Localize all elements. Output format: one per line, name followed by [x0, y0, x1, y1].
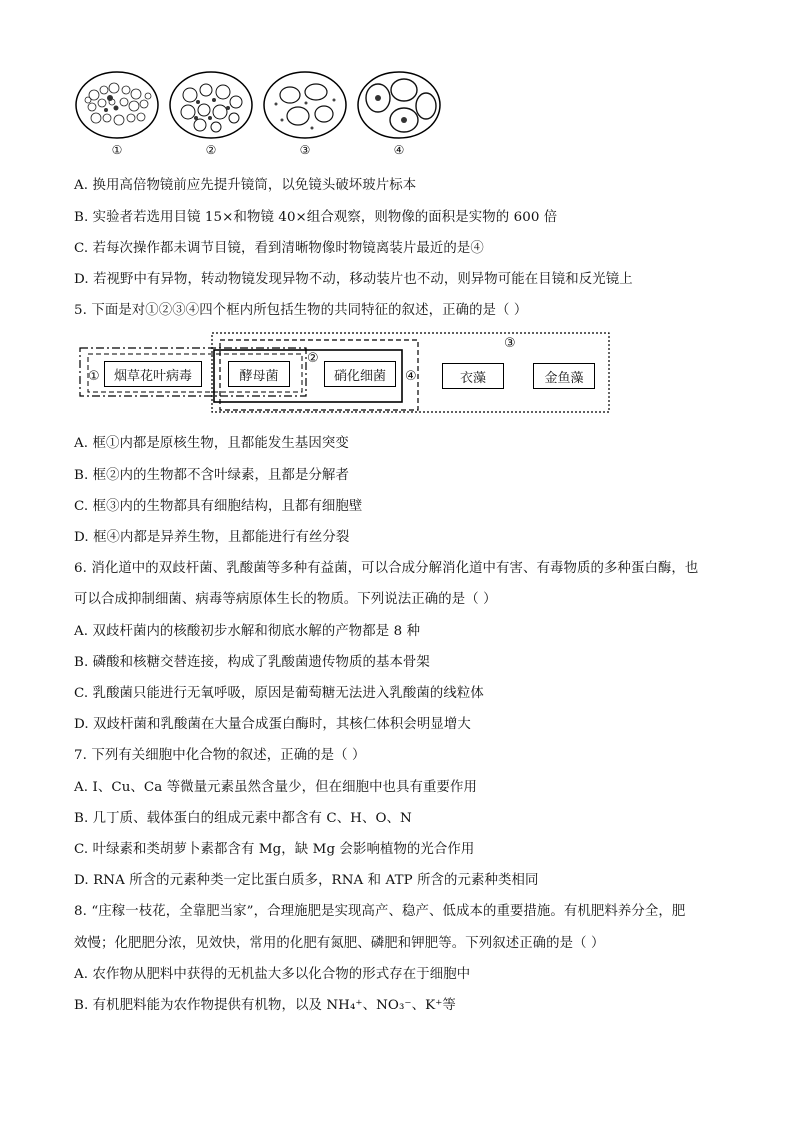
q8-stem-line1: 8. “庄稼一枝花，全靠肥当家”，合理施肥是实现高产、稳产、低成本的重要措施。有机肥料养分全，肥	[74, 904, 686, 919]
organism-nitrifying-bacteria: 硝化细菌	[324, 361, 396, 387]
organism-tobacco-mosaic-virus: 烟草花叶病毒	[104, 361, 202, 387]
q8-option-a: A. 农作物从肥料中获得的无机盐大多以化合物的形式存在于细胞中	[74, 967, 471, 982]
q4-option-d: D. 若视野中有异物，转动物镜发现异物不动，移动装片也不动，则异物可能在目镜和反光镜上	[74, 272, 633, 287]
frame-label-3: ③	[504, 336, 516, 351]
classification-diagram	[78, 330, 612, 415]
q4-option-a: A. 换用高倍物镜前应先提升镜筒，以免镜头破坏玻片标本	[74, 178, 417, 193]
q7-stem: 7. 下列有关细胞中化合物的叙述，正确的是（ ）	[74, 748, 366, 763]
microscope-field-image	[356, 70, 442, 140]
q6-stem-line2: 可以合成抑制细菌、病毒等病原体生长的物质。下列说法正确的是（ ）	[74, 592, 497, 607]
frame-label-2: ②	[307, 351, 319, 366]
q6-option-d: D. 双歧杆菌和乳酸菌在大量合成蛋白酶时，其核仁体积会明显增大	[74, 717, 471, 732]
microscope-label: ④	[393, 143, 405, 157]
q6-stem-line1: 6. 消化道中的双歧杆菌、乳酸菌等多种有益菌，可以合成分解消化道中有害、有毒物质的多种蛋白酶，也	[74, 561, 699, 576]
q5-option-d: D. 框④内都是异养生物，且都能进行有丝分裂	[74, 530, 350, 545]
q5-option-a: A. 框①内都是原核生物，且都能发生基因突变	[74, 436, 349, 451]
microscope-label: ②	[205, 143, 217, 157]
microscope-label: ①	[111, 143, 123, 157]
organism-yeast: 酵母菌	[228, 361, 290, 387]
q5-option-c: C. 框③内的生物都具有细胞结构，且都有细胞壁	[74, 499, 363, 514]
microscope-fields	[74, 70, 440, 162]
q4-option-c: C. 若每次操作都未调节目镜，看到清晰物像时物镜离装片最近的是④	[74, 241, 484, 256]
q7-option-b: B. 几丁质、载体蛋白的组成元素中都含有 C、H、O、N	[74, 811, 412, 826]
microscope-field-image	[262, 70, 348, 140]
microscope-label: ③	[299, 143, 311, 157]
q5-option-b: B. 框②内的生物都不含叶绿素，且都是分解者	[74, 468, 349, 483]
q4-option-b: B. 实验者若选用目镜 15×和物镜 40×组合观察，则物像的面积是实物的 600 倍	[74, 210, 558, 225]
q6-option-a: A. 双歧杆菌内的核酸初步水解和彻底水解的产物都是 8 种	[74, 624, 421, 639]
q7-option-d: D. RNA 所含的元素种类一定比蛋白质多，RNA 和 ATP 所含的元素种类相同	[74, 873, 539, 888]
q8-option-b: B. 有机肥料能为农作物提供有机物，以及 NH₄⁺、NO₃⁻、K⁺等	[74, 998, 456, 1013]
q8-stem-line2: 效慢；化肥肥分浓，见效快，常用的化肥有氮肥、磷肥和钾肥等。下列叙述正确的是（ ）	[74, 936, 605, 951]
q5-stem: 5. 下面是对①②③④四个框内所包括生物的共同特征的叙述，正确的是（ ）	[74, 303, 528, 318]
q6-option-b: B. 磷酸和核糖交替连接，构成了乳酸菌遗传物质的基本骨架	[74, 655, 430, 670]
frame-label-4: ④	[405, 369, 417, 384]
q7-option-a: A. I、Cu、Ca 等微量元素虽然含量少，但在细胞中也具有重要作用	[74, 780, 477, 795]
frame-label-1: ①	[88, 369, 100, 384]
organism-hornwort: 金鱼藻	[533, 363, 595, 389]
organism-chlamydomonas: 衣藻	[442, 363, 504, 389]
microscope-field-image	[74, 70, 160, 140]
q7-option-c: C. 叶绿素和类胡萝卜素都含有 Mg，缺 Mg 会影响植物的光合作用	[74, 842, 475, 857]
q6-option-c: C. 乳酸菌只能进行无氧呼吸，原因是葡萄糖无法进入乳酸菌的线粒体	[74, 686, 484, 701]
microscope-field-image	[168, 70, 254, 140]
